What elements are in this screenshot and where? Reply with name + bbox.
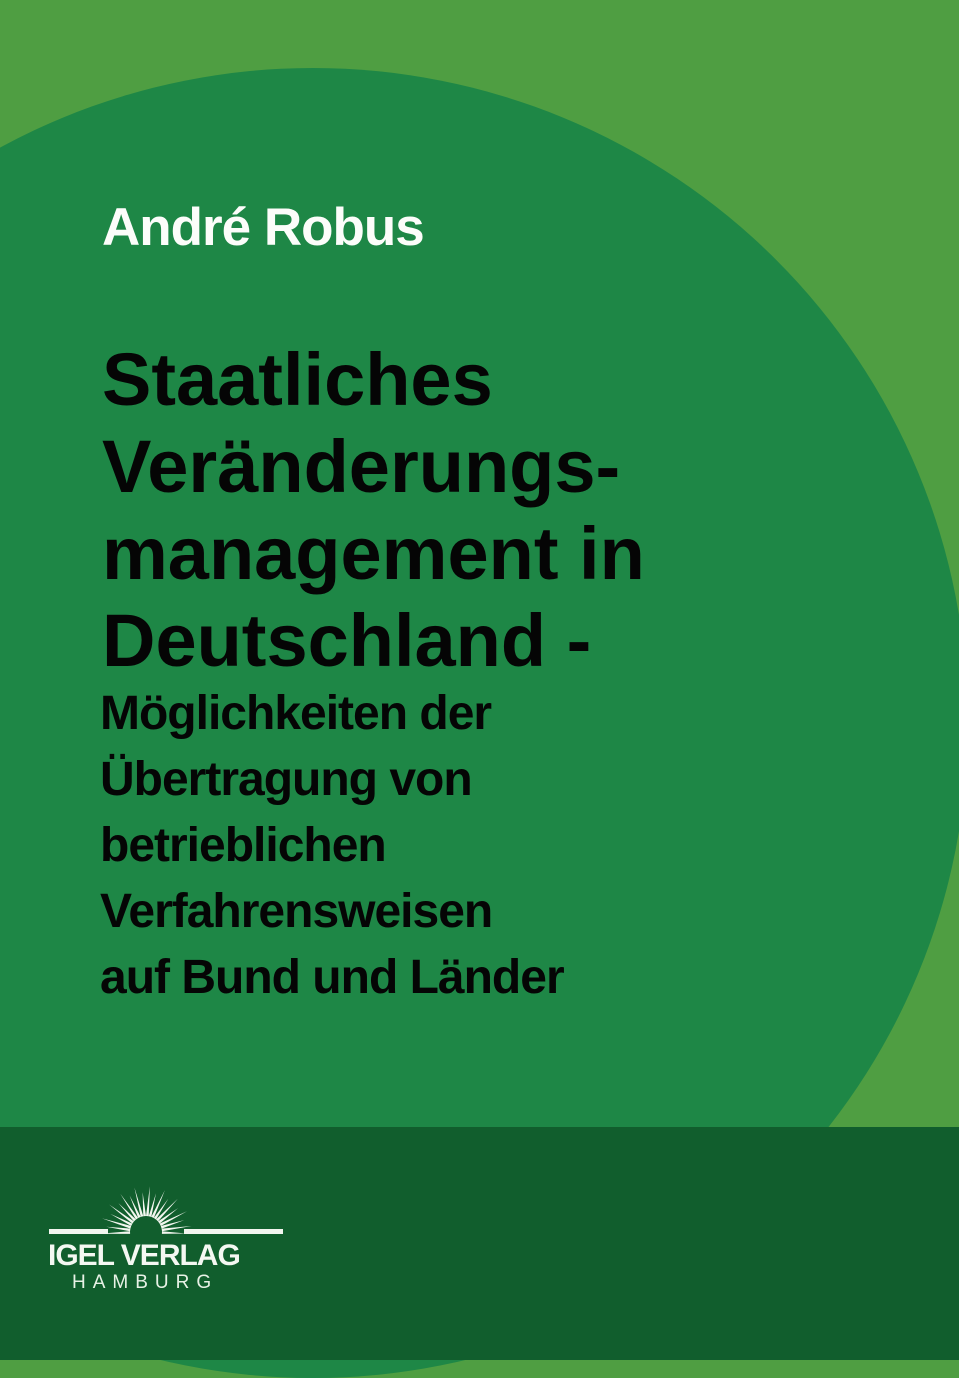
horizon-line-right [184, 1229, 283, 1234]
subtitle-line: auf Bund und Länder [100, 951, 564, 1004]
title-line: Staatliches [102, 338, 493, 421]
subtitle-line: Übertragung von [100, 753, 472, 806]
subtitle-line: Verfahrensweisen [100, 885, 493, 938]
publisher-name: IGEL VERLAG [48, 1239, 240, 1272]
author-name: André Robus [102, 198, 424, 257]
title-line: management in [102, 512, 645, 595]
title-line: Deutschland - [102, 599, 592, 682]
book-subtitle [100, 681, 564, 1011]
publisher-city: HAMBURG [72, 1272, 219, 1293]
title-line: Veränderungs- [102, 425, 621, 508]
book-title [102, 336, 645, 684]
subtitle-line: betrieblichen [100, 819, 386, 872]
sunburst-icon [98, 1184, 194, 1240]
subtitle-line: Möglichkeiten der [100, 687, 492, 740]
